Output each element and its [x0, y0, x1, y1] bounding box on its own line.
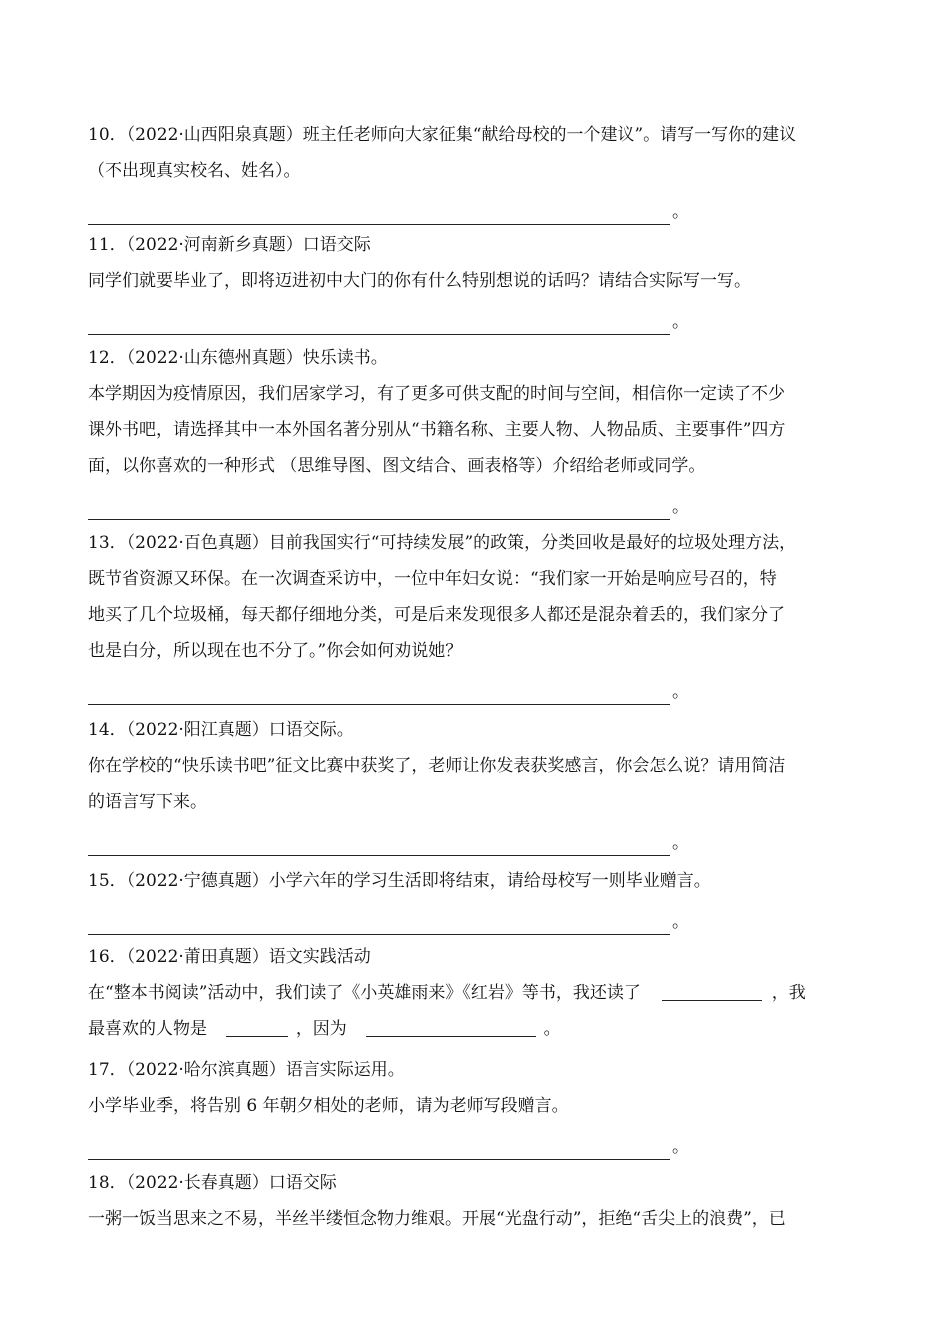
- question-12: [88, 340, 868, 520]
- answer-line[interactable]: [88, 1137, 670, 1160]
- question-head: 15．（2022·宁德真题）小学六年的学习生活即将结束，请给母校写一则毕业赠言。: [88, 871, 711, 891]
- period: 。: [672, 497, 689, 517]
- period: 。: [672, 1137, 689, 1157]
- fill-line-1: [88, 975, 868, 1011]
- question-text: 同学们就要毕业了，即将迈进初中大门的你有什么特别想说的话吗？请结合实际写一写。: [88, 271, 751, 291]
- period: 。: [543, 1019, 561, 1039]
- period: 。: [672, 912, 689, 932]
- question-text: ，我: [771, 983, 806, 1003]
- period: 。: [672, 833, 689, 853]
- question-text: 课外书吧，请选择其中一本外国名著分别从“书籍名称、主要人物、人物品质、主要事件”四方: [88, 420, 786, 440]
- question-text: ，因为: [295, 1019, 347, 1039]
- answer-area[interactable]: [88, 189, 868, 225]
- question-text: 面，以你喜欢的一种形式 （思维导图、图文结合、画表格等）介绍给老师或同学。: [88, 456, 706, 476]
- question-text: 地买了几个垃圾桶，每天都仔细地分类，可是后来发现很多人都还是混杂着丢的，我们家分了: [88, 605, 785, 625]
- question-text: 也是白分，所以现在也不分了。”你会如何劝说她？: [88, 641, 463, 661]
- question-head: 18．（2022·长春真题）口语交际: [88, 1173, 337, 1193]
- question-head: 13．（2022·百色真题）目前我国实行“可持续发展”的政策，分类回收是最好的垃圾处理方法，: [88, 533, 797, 553]
- question-16: [88, 939, 868, 1047]
- book-blank[interactable]: [662, 982, 762, 1001]
- question-text: 小学毕业季，将告别 6 年朝夕相处的老师，请为老师写段赠言。: [88, 1096, 569, 1116]
- answer-line[interactable]: [88, 497, 670, 520]
- answer-area[interactable]: [88, 299, 868, 335]
- question-text: 本学期因为疫情原因，我们居家学习，有了更多可供支配的时间与空间，相信你一定读了不少: [88, 384, 785, 404]
- question-text: 在“整本书阅读”活动中，我们读了《小英雄雨来》《红岩》等书，我还读了: [88, 983, 641, 1003]
- question-11: [88, 227, 868, 335]
- question-18: [88, 1165, 868, 1237]
- question-head: 14．（2022·阳江真题）口语交际。: [88, 720, 354, 740]
- answer-area[interactable]: [88, 484, 868, 520]
- question-text: 你在学校的“快乐读书吧”征文比赛中获奖了，老师让你发表获奖感言，你会怎么说？请用简洁: [88, 756, 786, 776]
- question-head: 10．（2022·山西阳泉真题）班主任老师向大家征集“献给母校的一个建议”。请写一写你的建议: [88, 125, 797, 145]
- question-10: [88, 117, 868, 225]
- answer-line[interactable]: [88, 202, 670, 225]
- question-17: [88, 1052, 868, 1160]
- answer-line[interactable]: [88, 312, 670, 335]
- answer-line[interactable]: [88, 912, 670, 935]
- character-blank[interactable]: [226, 1018, 288, 1037]
- question-text: 最喜欢的人物是: [88, 1019, 207, 1039]
- answer-area[interactable]: [88, 1124, 868, 1160]
- question-text: 既节省资源又环保。在一次调查采访中，一位中年妇女说：“我们家一开始是响应号召的，特: [88, 569, 777, 589]
- question-head: 16．（2022·莆田真题）语文实践活动: [88, 947, 371, 967]
- answer-area[interactable]: [88, 669, 868, 705]
- period: 。: [672, 682, 689, 702]
- question-text: （不出现真实校名、姓名）。: [88, 161, 301, 181]
- fill-line-2: [88, 1011, 868, 1047]
- question-head: 12．（2022·山东德州真题）快乐读书。: [88, 348, 388, 368]
- period: 。: [672, 312, 689, 332]
- question-13: [88, 525, 868, 705]
- period: 。: [672, 202, 689, 222]
- question-14: [88, 712, 868, 856]
- question-head: 11．（2022·河南新乡真题）口语交际: [88, 235, 371, 255]
- question-text: 一粥一饭当思来之不易，半丝半缕恒念物力维艰。开展“光盘行动”，拒绝“舌尖上的浪费”，已: [88, 1209, 786, 1229]
- answer-area[interactable]: [88, 820, 868, 856]
- reason-blank[interactable]: [366, 1018, 536, 1037]
- answer-line[interactable]: [88, 833, 670, 856]
- question-15: [88, 863, 868, 935]
- answer-area[interactable]: [88, 899, 868, 935]
- question-text: 的语言写下来。: [88, 792, 207, 812]
- answer-line[interactable]: [88, 682, 670, 705]
- question-head: 17．（2022·哈尔滨真题）语言实际运用。: [88, 1060, 405, 1080]
